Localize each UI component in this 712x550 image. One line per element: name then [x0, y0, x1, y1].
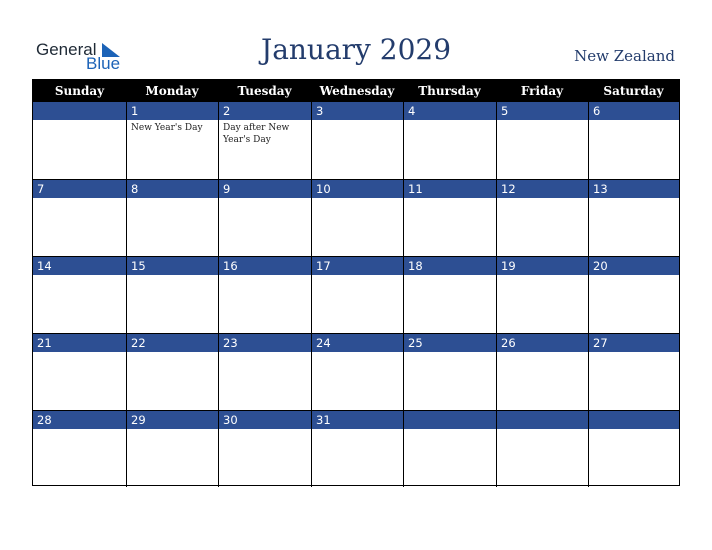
day-number: 9 [219, 180, 311, 198]
day-cell[interactable] [496, 102, 588, 179]
day-number: 30 [219, 411, 311, 429]
day-cell[interactable] [126, 179, 218, 256]
day-cell[interactable] [218, 410, 311, 487]
calendar-grid [32, 79, 680, 486]
day-cell[interactable] [588, 256, 679, 333]
day-number: 7 [33, 180, 126, 198]
weekday-monday: Monday [145, 84, 199, 98]
holiday-label: Day after New Year's Day [223, 123, 290, 145]
day-number: 31 [312, 411, 403, 429]
day-cell[interactable] [403, 333, 496, 410]
day-cell[interactable] [588, 333, 679, 410]
day-cell[interactable] [218, 102, 311, 179]
day-cell[interactable] [403, 256, 496, 333]
weekday-thursday: Thursday [418, 84, 481, 98]
day-number: 15 [127, 257, 218, 275]
day-number: 28 [33, 411, 126, 429]
day-number: 20 [589, 257, 679, 275]
day-cell[interactable] [496, 256, 588, 333]
day-cell[interactable] [403, 410, 496, 487]
day-number [497, 411, 588, 429]
day-number: 22 [127, 334, 218, 352]
logo-text-general: General [36, 40, 97, 59]
day-number: 8 [127, 180, 218, 198]
day-cell[interactable] [311, 102, 403, 179]
day-number: 21 [33, 334, 126, 352]
day-number: 10 [312, 180, 403, 198]
week-row [33, 410, 679, 487]
day-cell[interactable] [33, 179, 126, 256]
weeks-container [33, 102, 679, 487]
day-number: 6 [589, 102, 679, 120]
day-cell[interactable] [496, 333, 588, 410]
day-cell[interactable] [403, 102, 496, 179]
logo [36, 40, 136, 76]
day-number: 27 [589, 334, 679, 352]
day-number [33, 102, 126, 120]
day-cell[interactable] [403, 179, 496, 256]
day-cell[interactable] [33, 410, 126, 487]
day-number: 5 [497, 102, 588, 120]
day-number: 14 [33, 257, 126, 275]
day-number [589, 411, 679, 429]
day-number: 2 [219, 102, 311, 120]
day-number: 18 [404, 257, 496, 275]
holiday-label: New Year's Day [131, 123, 203, 133]
weekday-wednesday: Wednesday [319, 84, 395, 98]
day-cell[interactable] [588, 102, 679, 179]
calendar-title: January 2029 [260, 33, 452, 66]
country-label: New Zealand [574, 47, 675, 65]
day-number [404, 411, 496, 429]
day-cell[interactable] [126, 256, 218, 333]
day-cell[interactable] [311, 333, 403, 410]
weekday-tuesday: Tuesday [237, 84, 292, 98]
day-cell[interactable] [33, 102, 126, 179]
weekday-sunday: Sunday [54, 84, 105, 98]
logo-text-blue: Blue [86, 54, 121, 73]
day-number: 3 [312, 102, 403, 120]
day-cell[interactable] [588, 179, 679, 256]
day-cell[interactable] [126, 333, 218, 410]
week-row [33, 102, 679, 179]
day-number: 26 [497, 334, 588, 352]
day-number: 23 [219, 334, 311, 352]
day-number: 11 [404, 180, 496, 198]
day-cell[interactable] [218, 179, 311, 256]
day-cell[interactable] [311, 256, 403, 333]
day-cell[interactable] [218, 256, 311, 333]
day-cell[interactable] [311, 179, 403, 256]
day-cell[interactable] [588, 410, 679, 487]
weekday-header-row [33, 80, 679, 102]
day-number: 29 [127, 411, 218, 429]
weekday-friday: Friday [520, 84, 564, 98]
day-cell[interactable] [33, 333, 126, 410]
day-cell[interactable] [311, 410, 403, 487]
day-number: 13 [589, 180, 679, 198]
day-cell[interactable] [496, 410, 588, 487]
day-cell[interactable] [126, 102, 218, 179]
day-cell[interactable] [126, 410, 218, 487]
day-cell[interactable] [496, 179, 588, 256]
week-row [33, 256, 679, 333]
day-number: 4 [404, 102, 496, 120]
day-number: 12 [497, 180, 588, 198]
weekday-saturday: Saturday [603, 84, 664, 98]
day-cell[interactable] [33, 256, 126, 333]
day-number: 1 [127, 102, 218, 120]
day-cell[interactable] [218, 333, 311, 410]
day-number: 24 [312, 334, 403, 352]
day-number: 17 [312, 257, 403, 275]
day-number: 19 [497, 257, 588, 275]
day-number: 16 [219, 257, 311, 275]
week-row [33, 333, 679, 410]
day-number: 25 [404, 334, 496, 352]
week-row [33, 179, 679, 256]
